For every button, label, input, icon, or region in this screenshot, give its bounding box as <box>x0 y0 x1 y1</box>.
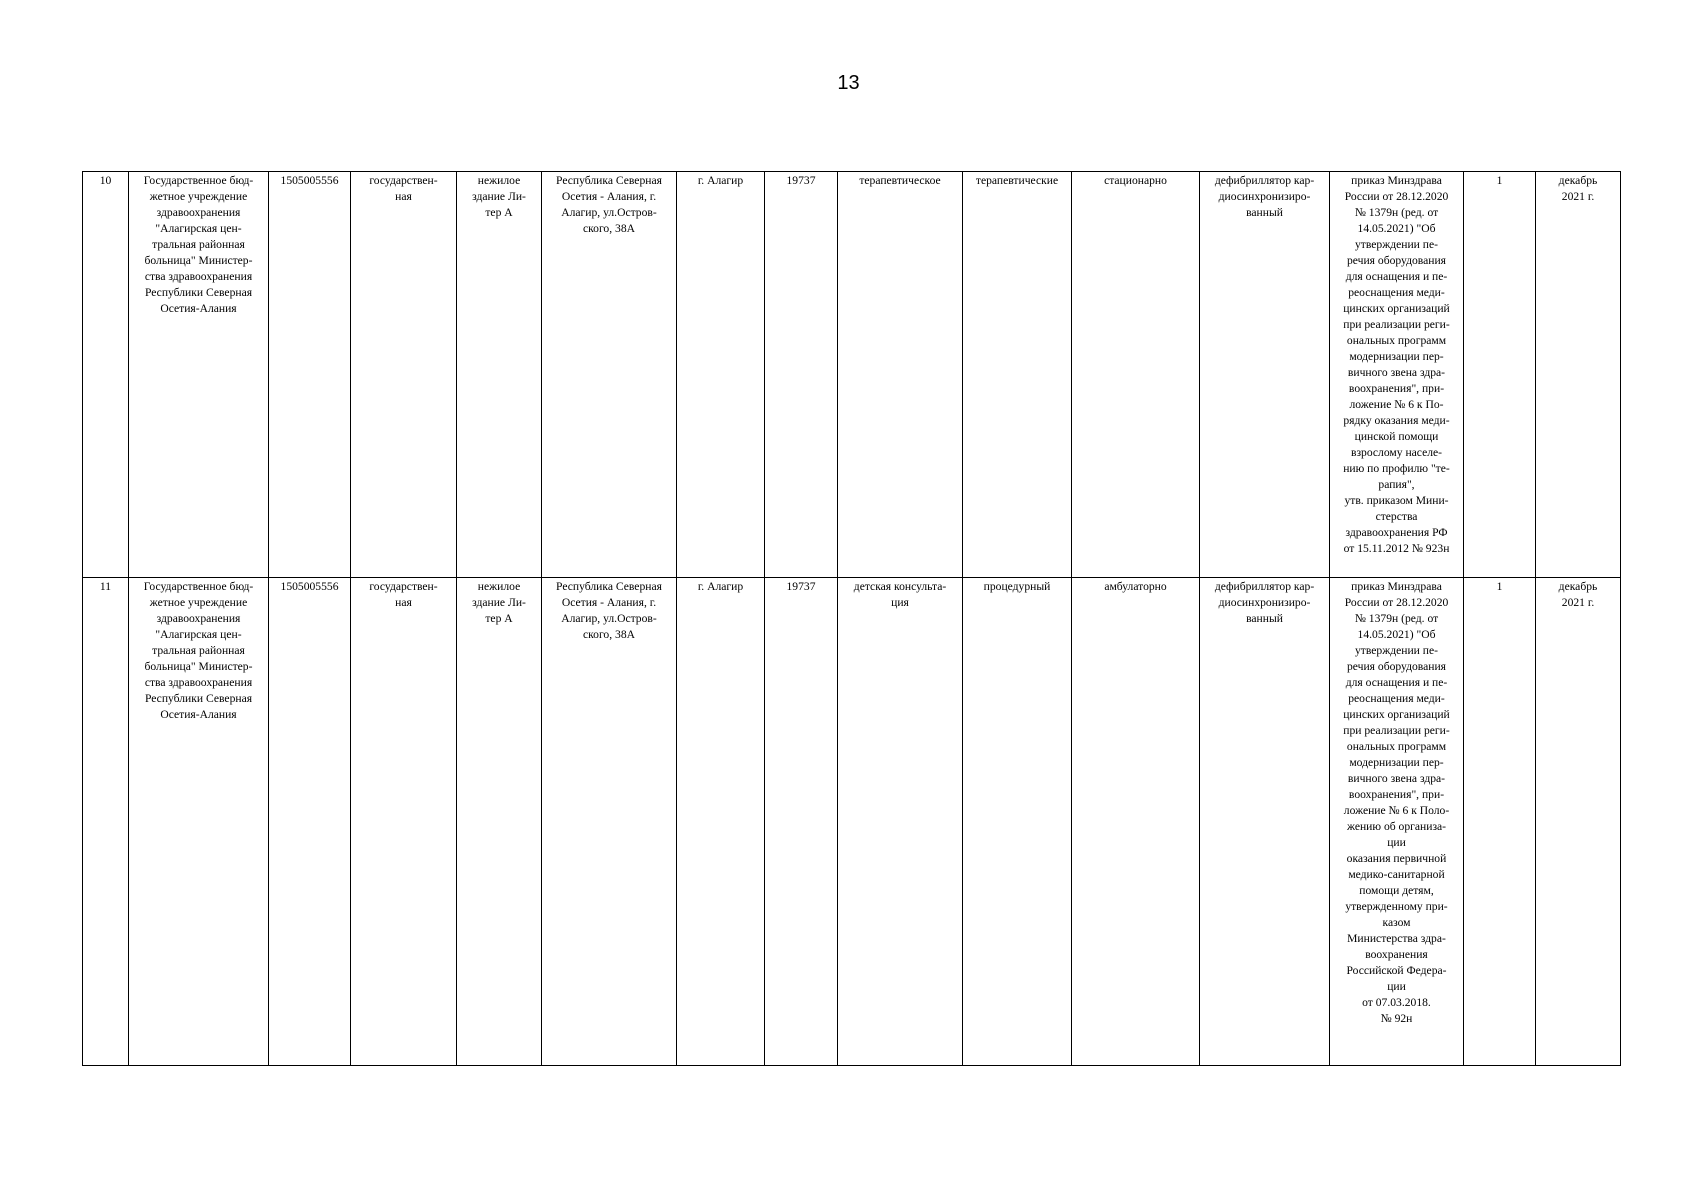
care-type-cell: амбулаторно <box>1072 578 1200 1066</box>
profile-cell: детская консульта- ция <box>838 578 963 1066</box>
quantity-cell: 1 <box>1464 578 1536 1066</box>
care-type-cell: стационарно <box>1072 172 1200 578</box>
table-row <box>83 578 1621 1066</box>
ownership-cell: государствен- ная <box>351 578 457 1066</box>
equipment-cell: дефибриллятор кар- диосинхронизиро- ванный <box>1200 578 1330 1066</box>
equipment-table <box>82 171 1621 1066</box>
table-row <box>83 172 1621 578</box>
quantity-cell: 1 <box>1464 172 1536 578</box>
profile-cell: терапевтическое <box>838 172 963 578</box>
organization-cell: Государственное бюд- жетное учреждение здравоохранения "Алагирская цен- тральная районная больница" Министер- ства здравоохранения Республики Северная Осетия-Алания <box>129 172 269 578</box>
deadline-cell: декабрь 2021 г. <box>1536 578 1621 1066</box>
city-cell: г. Алагир <box>677 578 765 1066</box>
row-number-cell: 11 <box>83 578 129 1066</box>
department-cell: процедурный <box>963 578 1072 1066</box>
organization-cell: Государственное бюд- жетное учреждение здравоохранения "Алагирская цен- тральная районная больница" Министер- ства здравоохранения Республики Северная Осетия-Алания <box>129 578 269 1066</box>
inn-cell: 1505005556 <box>269 578 351 1066</box>
code-cell: 19737 <box>765 578 838 1066</box>
building-cell: нежилое здание Ли- тер А <box>457 172 542 578</box>
city-cell: г. Алагир <box>677 172 765 578</box>
inn-cell: 1505005556 <box>269 172 351 578</box>
address-cell: Республика Северная Осетия - Алания, г. Алагир, ул.Остров- ского, 38А <box>542 172 677 578</box>
deadline-cell: декабрь 2021 г. <box>1536 172 1621 578</box>
building-cell: нежилое здание Ли- тер А <box>457 578 542 1066</box>
legal-basis-cell: приказ Минздрава России от 28.12.2020 № 1379н (ред. от 14.05.2021) "Об утверждении пе- речия оборудования для оснащения и пе- реоснащения меди- цинских организаций при реализации реги- ональных программ модернизации пер- вичного звена здра- воохранения", при- ложение № 6 к Поло- жению об организа- ции оказания первичной медико-санитарной помощи детям, утвержденному при- казом Министерства здра- воохранения Российской Федера- ции от 07.03.2018. № 92н <box>1330 578 1464 1066</box>
row-number-cell: 10 <box>83 172 129 578</box>
equipment-cell: дефибриллятор кар- диосинхронизиро- ванный <box>1200 172 1330 578</box>
address-cell: Республика Северная Осетия - Алания, г. Алагир, ул.Остров- ского, 38А <box>542 578 677 1066</box>
department-cell: терапевтические <box>963 172 1072 578</box>
page-number: 13 <box>837 72 860 94</box>
code-cell: 19737 <box>765 172 838 578</box>
legal-basis-cell: приказ Минздрава России от 28.12.2020 № 1379н (ред. от 14.05.2021) "Об утверждении пе- речия оборудования для оснащения и пе- реоснащения меди- цинских организаций при реализации реги- ональных программ модернизации пер- вичного звена здра- воохранения", при- ложение № 6 к По- рядку оказания меди- цинской помощи взрослому населе- нию по профилю "те- рапия", утв. приказом Мини- стерства здравоохранения РФ от 15.11.2012 № 923н <box>1330 172 1464 578</box>
ownership-cell: государствен- ная <box>351 172 457 578</box>
